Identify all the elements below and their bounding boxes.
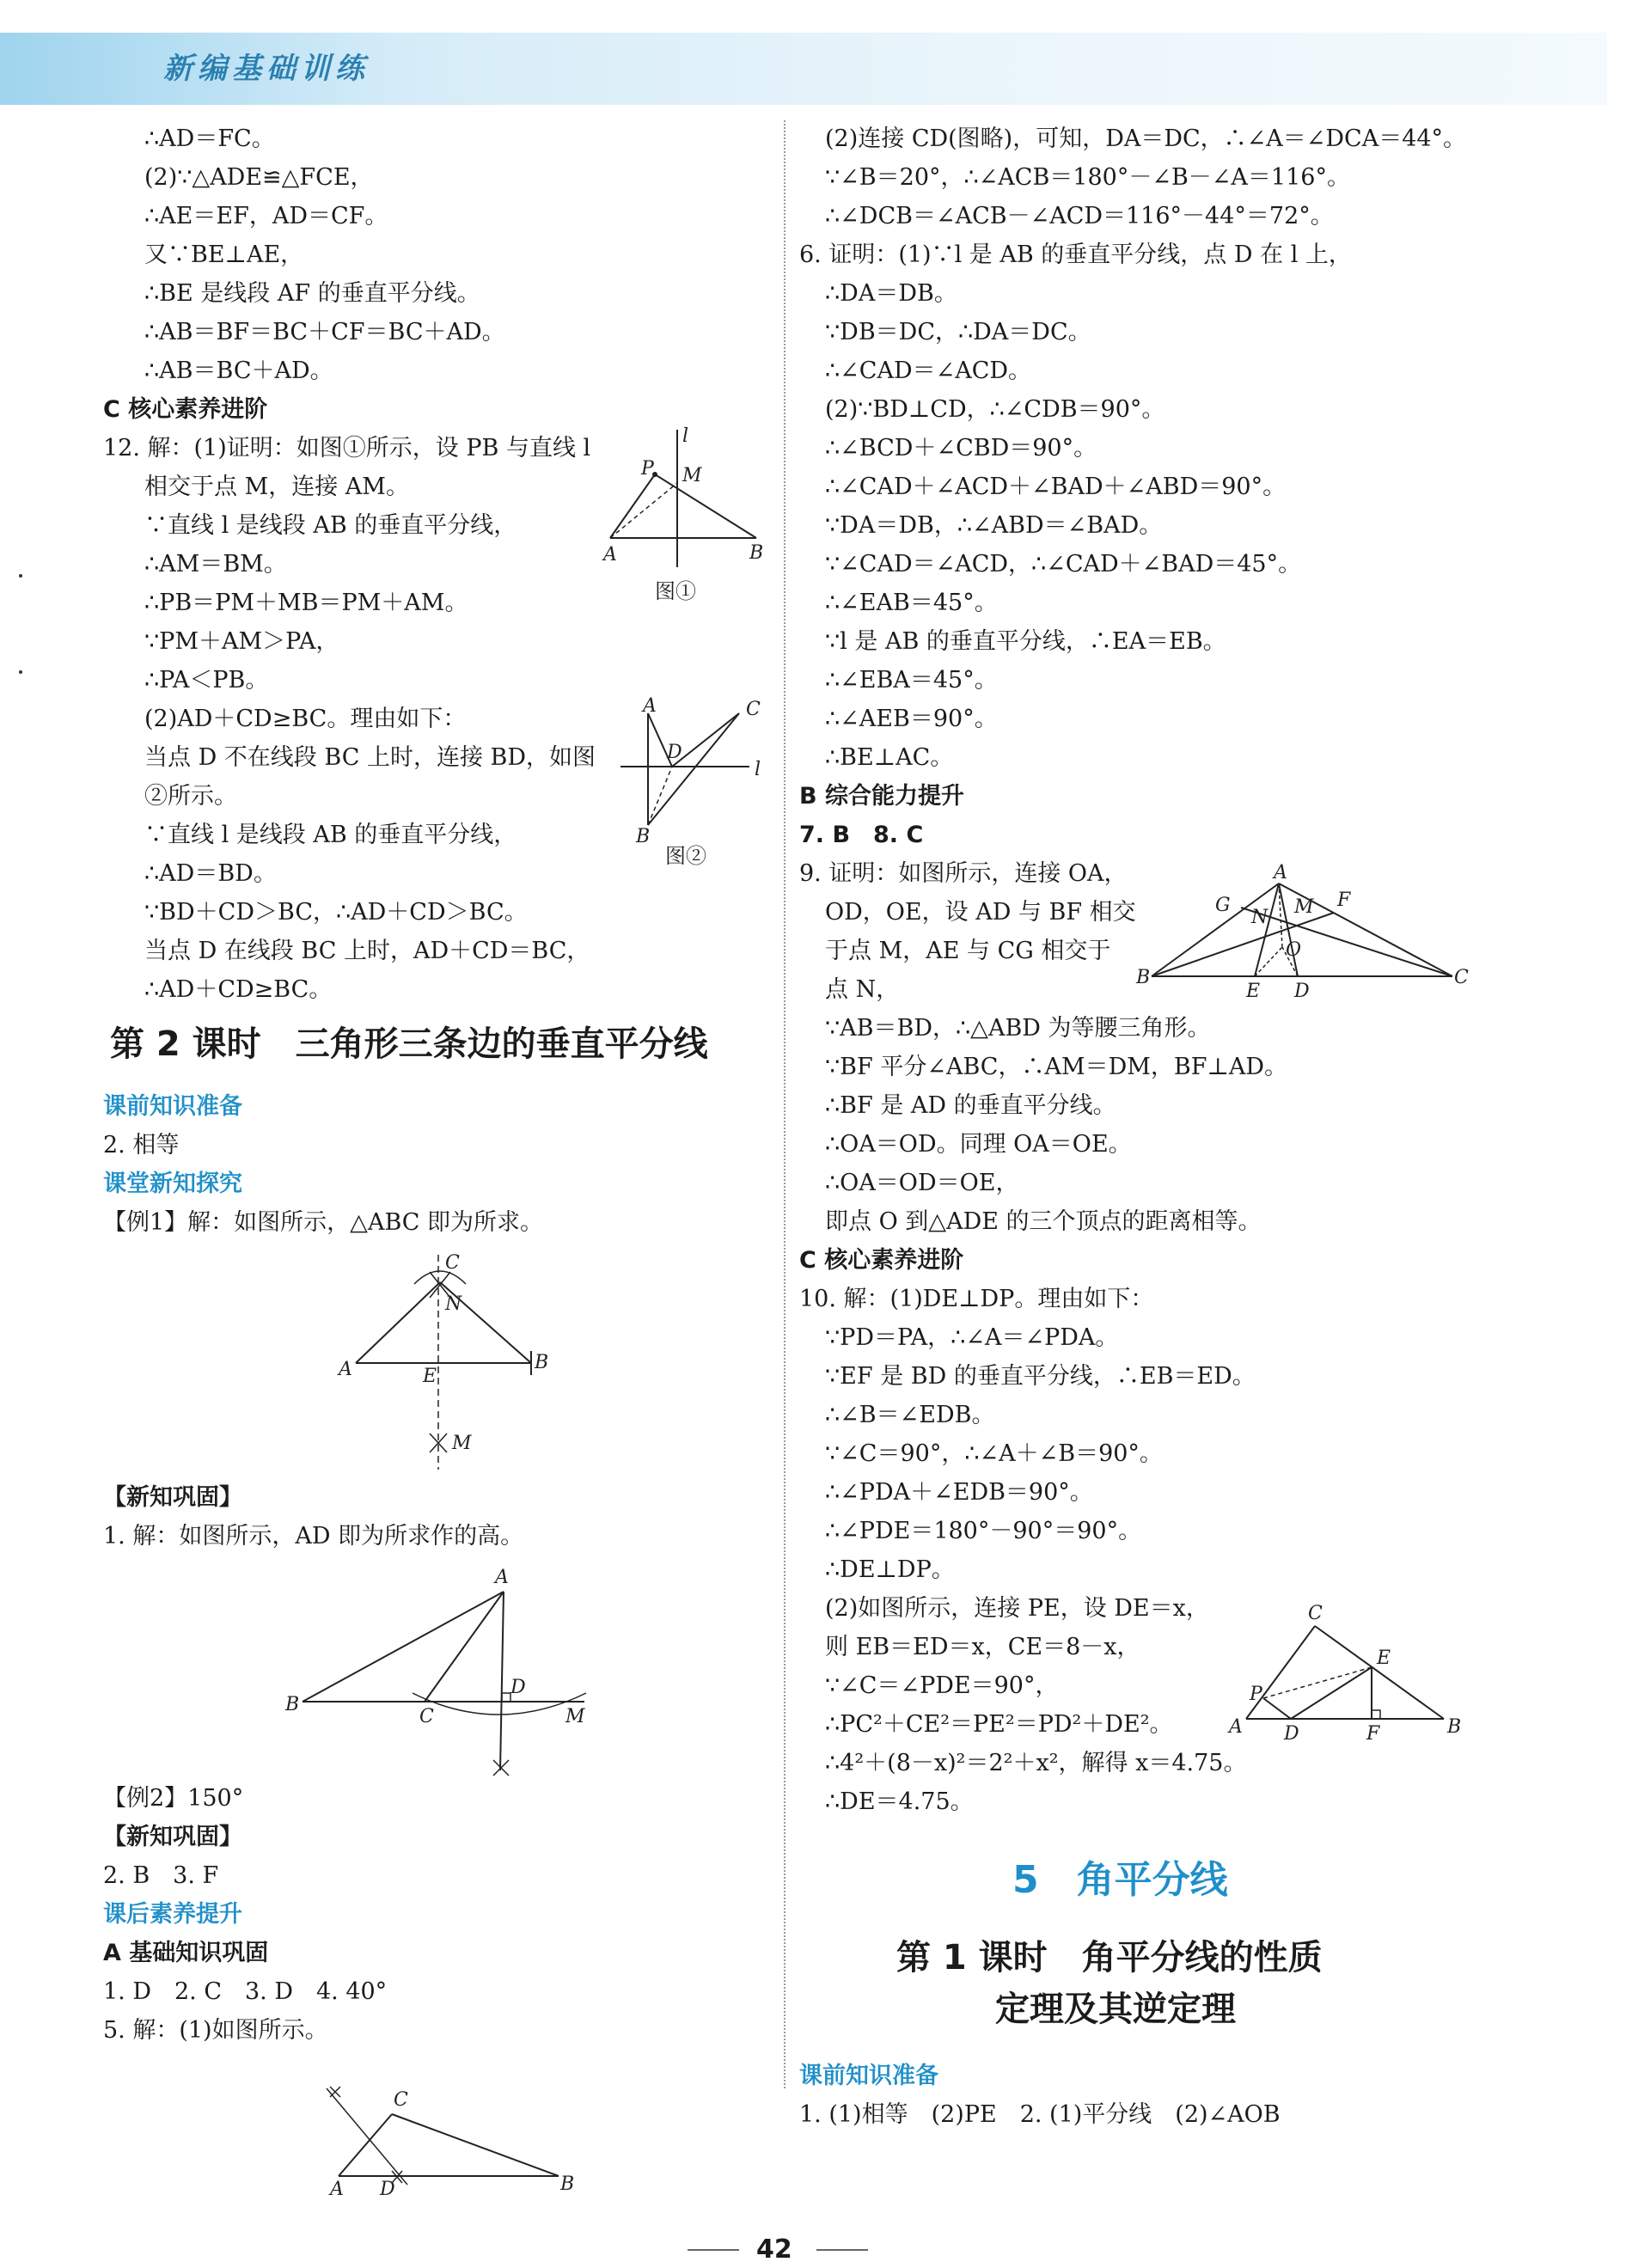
question-9-figure [1134, 862, 1470, 1002]
section-heading: C 核心素养进阶 [103, 396, 268, 423]
example-1-figure [335, 1246, 567, 1470]
text-line: 则 EB＝ED＝x，CE＝8－x， [825, 1634, 1140, 1660]
lesson-title-line1: 第 1 课时 角平分线的性质 [896, 1938, 1323, 1978]
q10-label: C [1308, 1603, 1323, 1624]
problem-12: 12. 解：(1)证明：如图①所示，设 PB 与直线 l [103, 435, 591, 462]
fig2-label: B [636, 826, 651, 847]
question-5-figure [318, 2080, 576, 2200]
text-line: ∴DE⊥DP。 [825, 1556, 955, 1583]
text-line: ∴∠DCB＝∠ACB－∠ACD＝116°－44°＝72°。 [825, 203, 1334, 229]
text-line: ∵直线 l 是线段 AB 的垂直平分线， [144, 512, 517, 539]
text-line: OD，OE，设 AD 与 BF 相交 [825, 899, 1136, 926]
answer-line: 1. D 2. C 3. D 4. 40° [103, 1978, 388, 2005]
consolidate-heading: 【新知巩固】 [103, 1484, 242, 1511]
text-line: ∵DA＝DB，∴∠ABD＝∠BAD。 [825, 512, 1163, 539]
q1-label: M [565, 1706, 585, 1727]
section-heading-pre: 课前知识准备 [103, 1093, 242, 1120]
text-line: 点 N， [825, 976, 900, 1003]
text-line: ∴∠B＝∠EDB。 [825, 1402, 995, 1428]
text-line: (2)AD＋CD≥BC。理由如下： [144, 706, 467, 732]
q1-label: C [419, 1706, 434, 1727]
question-1: 1. 解：如图所示，AD 即为所求作的高。 [103, 1523, 524, 1550]
q9-label: M [1294, 896, 1314, 918]
q10-label: D [1284, 1723, 1299, 1745]
text-line: ∵BD＋CD＞BC，∴AD＋CD＞BC。 [144, 899, 528, 926]
text-line: ∵DB＝DC，∴DA＝DC。 [825, 319, 1091, 345]
q5-label: D [380, 2179, 395, 2200]
text-line: 又∵BE⊥AE， [144, 241, 304, 268]
text-line: 即点 O 到△ADE 的三个顶点的距离相等。 [825, 1208, 1262, 1235]
text-line: ∴DA＝DB。 [825, 280, 957, 307]
answer-line: 7. B 8. C [799, 822, 924, 848]
text-line: (2)∵△ADE≌△FCE， [144, 164, 374, 191]
fig1-label: A [603, 544, 617, 565]
fig1-label: B [749, 542, 764, 564]
problem-9: 9. 证明：如图所示，连接 OA， [799, 860, 1128, 887]
text-line: ∵∠CAD＝∠ACD，∴∠CAD＋∠BAD＝45°。 [825, 551, 1302, 578]
text-line: ∵∠B＝20°，∴∠ACB＝180°－∠B－∠A＝116°。 [825, 164, 1350, 191]
answer-line: 2. B 3. F [103, 1862, 219, 1889]
text-line: ∴OA＝OD＝OE， [825, 1170, 1019, 1196]
margin-dot [19, 574, 22, 578]
q5-label: A [330, 2179, 344, 2200]
q10-label: B [1447, 1716, 1462, 1738]
figure-1-caption: 图① [655, 579, 696, 603]
q9-label: D [1294, 981, 1310, 1002]
text-line: ∴∠PDA＋∠EDB＝90°。 [825, 1479, 1093, 1506]
text-line: ∵l 是 AB 的垂直平分线，∴EA＝EB。 [825, 628, 1226, 655]
q9-label: N [1251, 907, 1268, 928]
fig2-label: A [643, 695, 657, 717]
q9-label: B [1136, 967, 1151, 988]
text-line: 当点 D 在线段 BC 上时，AD＋CD＝BC， [144, 938, 590, 964]
ex1-label: E [423, 1366, 437, 1387]
text-line: ∵直线 l 是线段 AB 的垂直平分线， [144, 822, 517, 848]
fig2-label: C [746, 699, 761, 720]
header-title: 新编基础训练 [163, 52, 370, 86]
figure-2-caption: 图② [665, 844, 706, 868]
text-line: ∴PC²＋CE²＝PE²＝PD²＋DE²。 [825, 1711, 1173, 1738]
text-line: ∵PD＝PA，∴∠A＝∠PDA。 [825, 1324, 1119, 1351]
example-1: 【例1】解：如图所示，△ABC 即为所求。 [103, 1209, 544, 1236]
text-line: ∴4²＋(8－x)²＝2²＋x²，解得 x＝4.75。 [825, 1750, 1247, 1776]
q9-label: F [1337, 889, 1351, 911]
page-number-dash [816, 2249, 868, 2251]
text-line: ∴∠AEB＝90°。 [825, 706, 998, 732]
text-line: ∵∠C＝∠PDE＝90°， [825, 1672, 1059, 1699]
text-line: ∴∠PDE＝180°－90°＝90°。 [825, 1518, 1142, 1544]
answer-line: 1. (1)相等 (2)PE 2. (1)平分线 (2)∠AOB [799, 2101, 1281, 2128]
text-line: ∴DE＝4.75。 [825, 1788, 974, 1815]
fig1-label: l [682, 425, 689, 447]
text-line: ∵BF 平分∠ABC，∴AM＝DM，BF⊥AD。 [825, 1054, 1288, 1080]
page-number: 42 [756, 2234, 792, 2265]
q1-label: D [510, 1677, 526, 1698]
ex1-label: C [445, 1252, 460, 1274]
ex1-label: B [535, 1352, 549, 1373]
q9-label: C [1454, 967, 1469, 988]
text-line: 相交于点 M，连接 AM。 [144, 474, 409, 500]
consolidate-heading: 【新知巩固】 [103, 1824, 242, 1850]
example-2: 【例2】150° [103, 1785, 244, 1812]
text-line: ∵AB＝BD，∴△ABD 为等腰三角形。 [825, 1015, 1211, 1042]
question-5: 5. 解：(1)如图所示。 [103, 2017, 328, 2044]
text-line: ∵∠C＝90°，∴∠A＋∠B＝90°。 [825, 1440, 1163, 1467]
fig2-label: l [755, 759, 761, 780]
ex1-label: A [339, 1359, 352, 1380]
fig2-label: D [667, 742, 682, 763]
answer-line: 2. 相等 [103, 1132, 180, 1158]
text-line: ∴PA＜PB。 [144, 667, 269, 694]
q1-label: B [285, 1694, 300, 1715]
text-line: ∴OA＝OD。同理 OA＝OE。 [825, 1131, 1132, 1158]
q10-label: E [1377, 1648, 1391, 1669]
q5-label: C [394, 2089, 408, 2111]
text-line: (2)∵BD⊥CD，∴∠CDB＝90°。 [825, 396, 1165, 423]
text-line: ∴AD＝FC。 [144, 125, 275, 152]
figure-2 [619, 695, 773, 847]
ex1-label: M [452, 1433, 472, 1454]
q1-label: A [495, 1567, 509, 1588]
text-line: ∴BE 是线段 AF 的垂直平分线。 [144, 280, 480, 307]
q9-label: A [1274, 862, 1287, 883]
text-line: 当点 D 不在线段 BC 上时，连接 BD，如图 [144, 744, 596, 771]
q5-label: B [560, 2173, 575, 2195]
text-line: 于点 M，AE 与 CG 相交于 [825, 938, 1111, 964]
text-line: ∴AB＝BC＋AD。 [144, 358, 333, 384]
column-divider [784, 120, 785, 2088]
problem-6: 6. 证明：(1)∵l 是 AB 的垂直平分线，点 D 在 l 上， [799, 241, 1352, 268]
ex1-label: N [445, 1293, 462, 1315]
text-line: ∴∠BCD＋∠CBD＝90°。 [825, 435, 1097, 462]
section-heading-after: 课后素养提升 [103, 1901, 242, 1928]
q9-label: G [1215, 895, 1231, 916]
question-10-figure [1229, 1603, 1478, 1753]
text-line: ∴AD＝BD。 [144, 860, 277, 887]
text-line: ∴∠EAB＝45°。 [825, 590, 998, 616]
text-line: ∵PM＋AM＞PA， [144, 628, 339, 655]
lesson-title: 第 2 课时 三角形三条边的垂直平分线 [110, 1024, 708, 1064]
section-heading: C 核心素养进阶 [799, 1247, 964, 1274]
chapter-title: 5 角平分线 [1012, 1858, 1228, 1902]
text-line: (2)如图所示，连接 PE，设 DE＝x， [825, 1595, 1209, 1622]
text-line: ∵EF 是 BD 的垂直平分线，∴EB＝ED。 [825, 1363, 1256, 1390]
text-line: ∴∠EBA＝45°。 [825, 667, 998, 694]
fig1-label: P [641, 458, 654, 480]
text-line: (2)连接 CD(图略)，可知，DA＝DC，∴∠A＝∠DCA＝44°。 [825, 125, 1467, 152]
text-line: ∴AM＝BM。 [144, 551, 287, 578]
text-line: ∴AD＋CD≥BC。 [144, 976, 333, 1003]
margin-dot [19, 670, 22, 674]
problem-10: 10. 解：(1)DE⊥DP。理由如下： [799, 1286, 1154, 1312]
section-heading-a: A 基础知识巩固 [103, 1940, 269, 1966]
text-line: ∴∠CAD＋∠ACD＋∠BAD＋∠ABD＝90°。 [825, 474, 1287, 500]
page-number-dash [688, 2249, 739, 2251]
q10-label: A [1229, 1716, 1243, 1738]
q9-label: E [1246, 981, 1261, 1002]
section-heading-class: 课堂新知探究 [103, 1171, 242, 1197]
section-heading: B 综合能力提升 [799, 783, 964, 810]
question-1-figure [284, 1564, 610, 1770]
lesson-title-line2: 定理及其逆定理 [995, 1990, 1236, 2029]
q10-label: P [1250, 1684, 1262, 1705]
text-line: ∴∠CAD＝∠ACD。 [825, 358, 1032, 384]
section-heading-pre: 课前知识准备 [799, 2063, 938, 2089]
q10-label: F [1366, 1723, 1380, 1745]
q9-label: O [1286, 939, 1302, 961]
text-line: ∴AE＝EF，AD＝CF。 [144, 203, 388, 229]
text-line: ②所示。 [144, 783, 237, 810]
text-line: ∴BF 是 AD 的垂直平分线。 [825, 1092, 1116, 1119]
text-line: ∴PB＝PM＋MB＝PM＋AM。 [144, 590, 468, 616]
text-line: ∴AB＝BF＝BC＋CF＝BC＋AD。 [144, 319, 505, 345]
text-line: ∴BE⊥AC。 [825, 744, 954, 771]
fig1-label: M [682, 465, 702, 486]
